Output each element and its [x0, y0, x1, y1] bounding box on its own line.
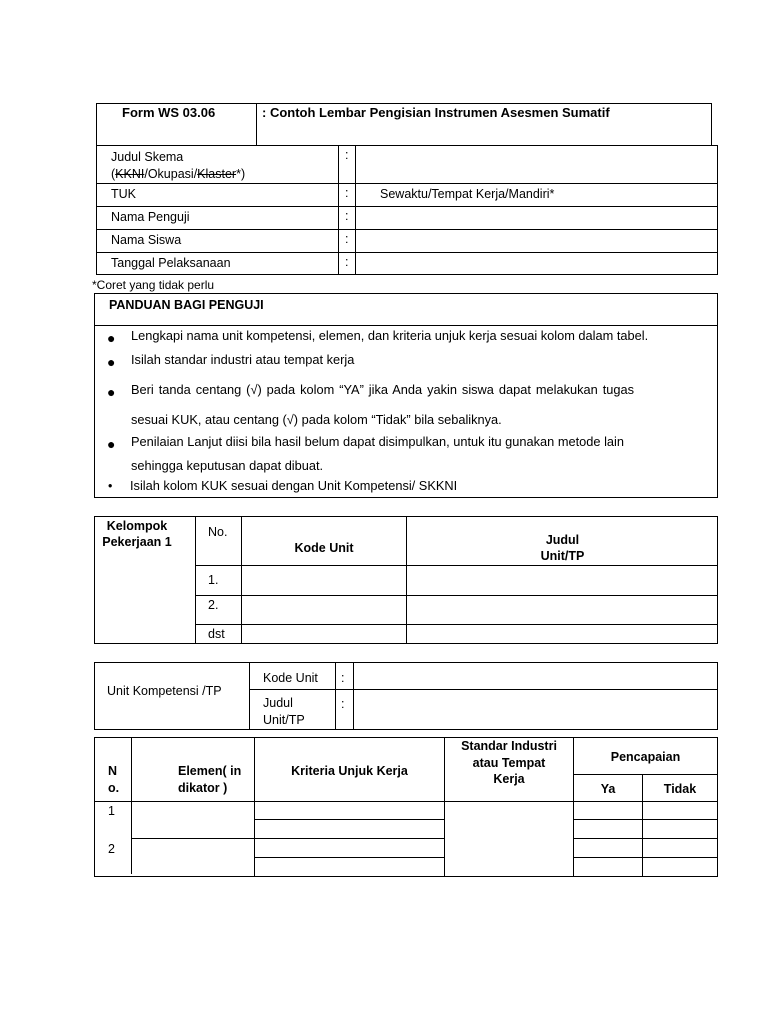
assessment-right-border [717, 737, 718, 876]
unit-colon: : [341, 697, 345, 711]
assessment-col-standar-line-1: Standar Industri [461, 739, 557, 753]
unit-col-divider [335, 662, 336, 730]
assessment-col-pencapaian: Pencapaian [610, 750, 681, 764]
elemen-cell[interactable] [132, 802, 253, 837]
penguji-label: Nama Penguji [111, 210, 190, 224]
panduan-divider [94, 325, 718, 326]
ya-checkbox-cell[interactable] [574, 820, 641, 837]
assessment-col-tidak: Tidak [663, 782, 697, 796]
tidak-checkbox-cell[interactable] [643, 858, 716, 875]
penguji-field[interactable] [356, 207, 717, 228]
assessment-left-border [94, 737, 95, 876]
kelompok-row-number: 1. [208, 573, 219, 587]
form-code: Form WS 03.06 [122, 105, 216, 120]
tanggal-field[interactable] [356, 253, 717, 274]
ya-checkbox-cell[interactable] [574, 858, 641, 875]
info-col-divider-1 [338, 145, 339, 275]
skema-prefix: ( [111, 167, 116, 181]
info-colon: : [345, 232, 349, 246]
kelompok-col-no: No. [208, 525, 228, 539]
assessment-top-line [94, 737, 718, 738]
panduan-item-2: Isilah standar industri atau tempat kerja [131, 352, 355, 367]
tuk-label: TUK [111, 187, 136, 201]
standar-cell[interactable] [445, 802, 572, 875]
skema-kkni-struck: KKNI [115, 167, 145, 181]
assessment-col-standar-line-3: Kerja [493, 772, 525, 786]
judul-skema-label: Judul Skema [111, 150, 184, 164]
assessment-col-elemen-line-2: dikator ) [178, 781, 228, 795]
kelompok-row-number: 2. [208, 598, 219, 612]
elemen-cell[interactable] [132, 839, 253, 875]
ya-checkbox-cell[interactable] [574, 802, 641, 818]
tanggal-label: Tanggal Pelaksanaan [111, 256, 231, 270]
kelompok-title-line-2: Pekerjaan 1 [102, 535, 172, 549]
bullet-icon: ● [107, 436, 116, 452]
info-colon: : [345, 209, 349, 223]
unit-kode-field[interactable] [354, 663, 717, 688]
skema-options [111, 166, 245, 182]
bullet-icon: ● [107, 384, 116, 400]
assessment-row-number: 2 [108, 842, 115, 856]
kelompok-row-number: dst [208, 627, 225, 641]
panduan-item-4-line-2: sehingga keputusan dapat dibuat. [131, 458, 324, 473]
assessment-col-elemen-line-1: Elemen( in [178, 764, 242, 778]
kelompok-kode-cell[interactable] [242, 566, 405, 594]
unit-label: Unit Kompetensi /TP [107, 684, 222, 698]
assessment-col-standar-line-2: atau Tempat [472, 756, 546, 770]
form-title: : Contoh Lembar Pengisian Instrumen Asesmen Sumatif [262, 105, 610, 120]
unit-judul-label-line-1: Judul [263, 696, 293, 710]
skema-klaster-struck: Klaster [197, 167, 237, 181]
kelompok-kode-cell[interactable] [242, 625, 405, 643]
assessment-row-number: 1 [108, 804, 115, 818]
unit-judul-field[interactable] [354, 690, 717, 729]
assessment-col-no-line-1: N [108, 764, 118, 778]
panduan-title: PANDUAN BAGI PENGUJI [109, 298, 264, 312]
header-divider [256, 103, 257, 146]
ya-checkbox-cell[interactable] [574, 839, 641, 856]
kelompok-judul-cell[interactable] [407, 566, 717, 594]
panduan-item-4-line-1: Penilaian Lanjut diisi bila hasil belum dapat disimpulkan, untuk itu gunakan metode lain [131, 434, 624, 449]
panduan-item-5: Isilah kolom KUK sesuai dengan Unit Kompetensi/ SKKNI [130, 478, 458, 493]
kuk-cell[interactable] [255, 839, 443, 856]
bullet-icon: ● [107, 330, 116, 346]
info-colon: : [345, 148, 349, 162]
tuk-value: Sewaktu/Tempat Kerja/Mandiri* [380, 187, 555, 201]
kuk-cell[interactable] [255, 820, 443, 837]
panduan-item-3-line-2: sesuai KUK, atau centang (√) pada kolom “Tidak” bila sebaliknya. [131, 412, 502, 427]
siswa-label: Nama Siswa [111, 233, 182, 247]
unit-colon: : [341, 671, 345, 685]
skema-suffix: *) [236, 167, 246, 181]
siswa-field[interactable] [356, 230, 717, 251]
pencapaian-sub-line [573, 774, 718, 775]
judul-skema-field[interactable] [356, 146, 717, 182]
bullet-icon: ● [107, 354, 116, 370]
unit-judul-label-line-2: Unit/TP [263, 713, 305, 727]
tidak-checkbox-cell[interactable] [643, 839, 716, 856]
kelompok-judul-cell[interactable] [407, 596, 717, 623]
tidak-checkbox-cell[interactable] [643, 820, 716, 837]
unit-col-divider [249, 662, 250, 730]
kelompok-col-judul-line-1: Judul [545, 533, 580, 547]
assessment-col-kuk: Kriteria Unjuk Kerja [291, 764, 408, 778]
assessment-bottom-line [94, 876, 718, 877]
info-colon: : [345, 186, 349, 200]
kelompok-judul-cell[interactable] [407, 625, 717, 643]
kelompok-title-line-1: Kelompok [106, 519, 168, 533]
kuk-cell[interactable] [255, 858, 443, 875]
kelompok-col-judul-line-2: Unit/TP [540, 549, 585, 563]
info-row-line [96, 183, 718, 184]
skema-okupasi: /Okupasi/ [144, 167, 198, 181]
panduan-item-3-line-1: Beri tanda centang (√) pada kolom “YA” jika Anda yakin siswa dapat melakukan tugas [131, 382, 635, 397]
kelompok-kode-cell[interactable] [242, 596, 405, 623]
kelompok-col-kode: Kode Unit [294, 541, 354, 555]
tidak-checkbox-cell[interactable] [643, 802, 716, 818]
small-bullet-icon: • [108, 479, 113, 493]
info-colon: : [345, 255, 349, 269]
strike-note: *Coret yang tidak perlu [92, 278, 215, 292]
unit-kode-label: Kode Unit [263, 671, 318, 685]
assessment-col-ya: Ya [600, 782, 616, 796]
kuk-cell[interactable] [255, 802, 443, 818]
panduan-item-1: Lengkapi nama unit kompetensi, elemen, dan kriteria unjuk kerja sesuai kolom dalam tabel. [131, 328, 649, 343]
assessment-col-no-line-2: o. [108, 781, 120, 795]
